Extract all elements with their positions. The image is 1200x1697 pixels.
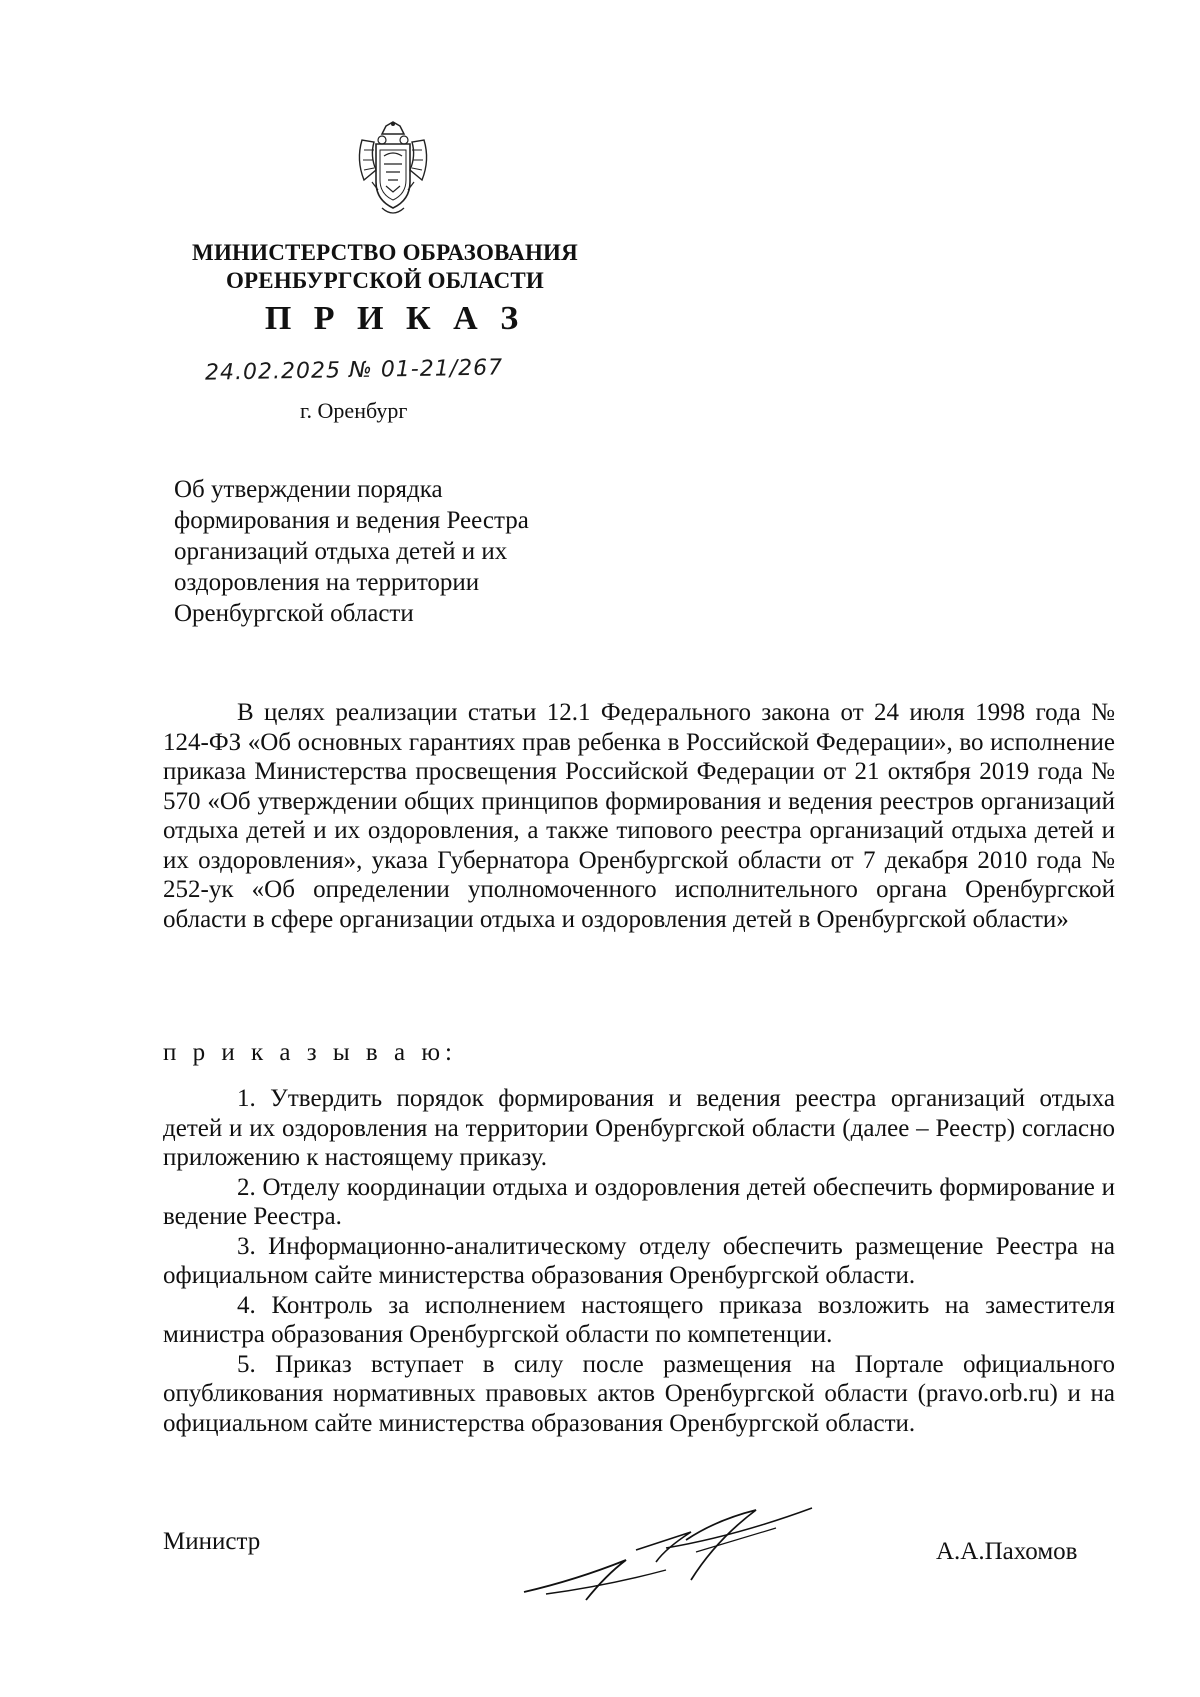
- preamble-paragraph: В целях реализации статьи 12.1 Федерального закона от 24 июля 1998 года № 124-ФЗ «Об основных гарантиях прав ребенка в Российской Федерации», во исполнение приказа Министерства просвещения Российской Федерации от 21 октября 2019 года № 570 «Об утверждении общих принципов формирования и ведения реестров организаций отдыха детей и их оздоровления, а также типового реестра организаций отдыха детей и их оздоровления», указа Губернатора Оренбургской области от 7 декабря 2010 года № 252-ук «Об определении уполномоченного исполнительного органа Оренбургской области в сфере организации отдыха и оздоровления детей в Оренбургской области»: [163, 699, 1115, 933]
- coat-of-arms-emblem: [352, 120, 434, 220]
- order-item-5: 5. Приказ вступает в силу после размещения на Портале официального опубликования нормативных правовых актов Оренбургской области (pravo.orb.ru) и на официальном сайте министерства образования Оренбургской области.: [163, 1350, 1115, 1437]
- handwritten-signature: [516, 1500, 826, 1610]
- city-label: г. Оренбург: [300, 398, 408, 423]
- subject-line: организаций отдыха детей и их: [174, 538, 508, 565]
- ministry-line-1: МИНИСТЕРСТВО ОБРАЗОВАНИЯ: [192, 240, 578, 265]
- subject-line: оздоровления на территории: [174, 569, 480, 596]
- subject-line: формирования и ведения Реестра: [174, 507, 529, 534]
- decree-word: п р и к а з ы в а ю:: [163, 1039, 457, 1066]
- order-item-2: 2. Отделу координации отдыха и оздоровления детей обеспечить формирование и ведение Реестра.: [163, 1173, 1115, 1230]
- preamble-section: [163, 698, 1115, 934]
- signatory-name: А.А.Пахомов: [936, 1538, 1078, 1565]
- order-item-1: 1. Утвердить порядок формирования и ведения реестра организаций отдыха детей и их оздоровления на территории Оренбургской области (далее – Реестр) согласно приложению к настоящему приказу.: [163, 1085, 1115, 1171]
- subject-line: Об утверждении порядка: [174, 476, 443, 503]
- order-title: П Р И К А З: [264, 300, 526, 337]
- order-item-3: 3. Информационно-аналитическому отделу обеспечить размещение Реестра на официальном сайте министерства образования Оренбургской области.: [163, 1232, 1115, 1289]
- subject-line: Оренбургской области: [174, 600, 414, 627]
- handwritten-order-date-number: 24.02.2025 № 01-21/267: [204, 355, 504, 386]
- order-items: [163, 1084, 1115, 1438]
- signatory-position: Министр: [163, 1528, 261, 1555]
- ministry-name: [160, 239, 610, 295]
- ministry-line-2: ОРЕНБУРГСКОЙ ОБЛАСТИ: [225, 268, 545, 293]
- order-item-4: 4. Контроль за исполнением настоящего приказа возложить на заместителя министра образования Оренбургской области по компетенции.: [163, 1291, 1115, 1348]
- order-subject: [174, 474, 614, 629]
